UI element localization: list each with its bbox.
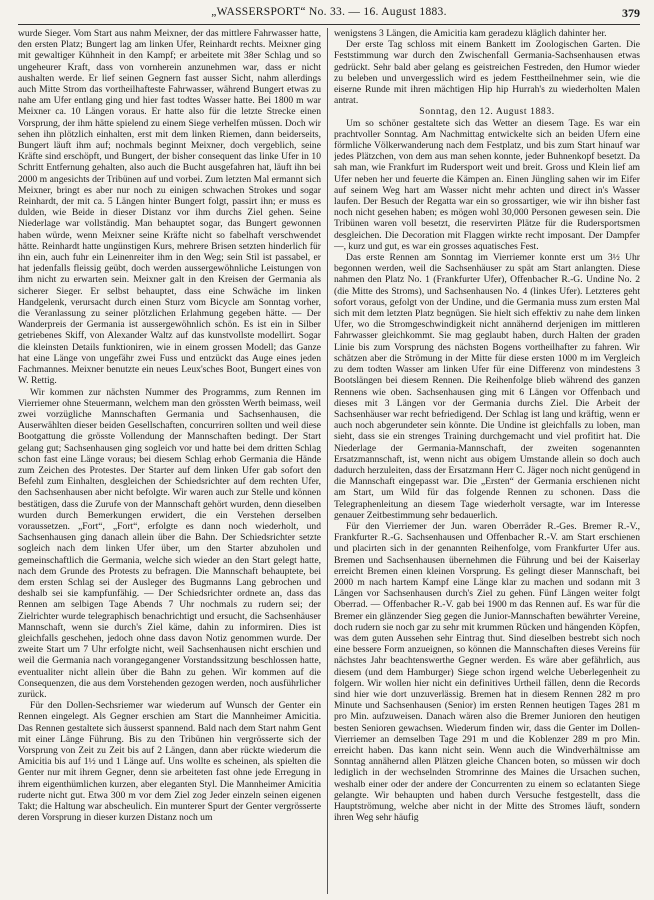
- paragraph: Das erste Rennen am Sonntag im Vierriemer konnte erst um 3½ Uhr begonnen werden, weil die Sachsenhäuser zu spät am Start anlangten. Diese nahmen den Platz No. 1 (Frankfurter Ufer), Offenbacher R.-G. Undine No. 2 (die Mitte des Stroms), und Sachsenhausen No. 4 (linkes Ufer). Letzteres geht sofort voraus, gefolgt von der Undine, und die Germania muss zum ersten Mal sich mit dem letzten Platz begnügen. Sie hielt sich effektiv zu nahe dem linken Ufer, wo die Stromgeschwindigkeit nicht annähernd derjenigen im mittleren Fahrwasser gleichkommt. Sie mag geglaubt haben, durch Halten der graden Linie bis zum Vorsprung des nächsten Bogens vortheilhafter zu fahren. Wir schätzen aber die Strömung in der Mitte für diese ersten 1000 m im Vergleich zu dem todten Wasser am linken Ufer für eine Differenz von mindestens 3 Bootslängen bei diesem Rennen. Die Reihenfolge blieb während des ganzen Rennens wie oben. Sachsenhausen ging mit 6 Längen vor Offenbach und dieses mit 3 Längen vor der Germania durchs Ziel. Die Arbeit der Sachsenhäuser war recht befriedigend. Der Schlag ist lang und kräftig, wenn er auch noch abgerundeter sein könnte. Die Undine ist gleichfalls zu loben, man sieht, dass sie ein strenges Training durchgemacht und viel profitirt hat. Die Niederlage der Germania-Mannschaft, der zweiten sogenannten Ersatzmannschaft, ist, wenn nicht aus obigem Umstande allein so doch auch dadurch herzuleiten, dass der Ersatzmann Herr C. Jäger noch nicht genügend in die Mannschaft eingepasst war. Die „Ersten“ der Germania erschienen nicht am Start, um Wild für das folgende Rennen zu schonen. Dass die Telegraphenleitung an diesem Tage wiederholt versagte, war im Interesse genauer Zeitbestimmung sehr bedauerlich.: [334, 252, 640, 521]
- section-date-heading: Sonntag, den 12. August 1883.: [419, 106, 555, 118]
- page-header: [18, 6, 640, 24]
- paragraph: wenigstens 3 Längen, die Amicitia kam geradezu kläglich dahinter her.: [334, 28, 607, 39]
- page-number: 379: [622, 6, 640, 20]
- paragraph: Um so schöner gestaltete sich das Wetter an diesem Tage. Es war ein prachtvoller Sonntag. Am Nachmittag entwickelte sich an beiden Ufern eine förmliche Völkerwanderung nach dem Festplatz, und bis zum Start hinauf war jedes Plätzchen, von dem aus man sehen konnte, jeder Buhnenkopf besetzt. Da sah man, wie Frankfurt im Rudersport weit und breit. Gross und Klein lief am Ufer neben her und feuerte die Kämpen an. Einen Jüngling sahen wir im Eifer auf seinem Weg hart am Wasser nicht mehr achten und direct in's Wasser laufen. Der Besuch der Regatta war ein so grossartiger, wie wir ihn bisher fast noch nicht gesehen haben; es mögen wohl 30,000 Personen gewesen sein. Die Tribünen waren voll besetzt, die reservirten Plätze für die Rudersportsmen desgleichen. Die Decoration mit Flaggen wirkte recht imposant. Der Dampfer —, kurz und gut, es war ein grosses aquatisches Fest.: [334, 117, 640, 252]
- paragraph: Für den Vierriemer der Jun. waren Oberräder R.-Ges. Bremer R.-V., Frankfurter R.-G. Sachsenhausen und Offenbacher R.-V. am Start erschienen und placirten sich in der genannten Reihenfolge, vom Frankfurter Ufer aus. Bremen und Sachsenhausen übernehmen die Führung und bei der Kaiserlay erreicht Bremen einen kleinen Vorsprung. Es gelingt dieser Mannschaft, bei 2000 m nach hartem Kampf eine Länge klar zu machen und sodann mit 3 Längen vor Sachsenhausen durch's Ziel zu gehen. Fünf Längen weiter folgt Oberrad. — Offenbacher R.-V. gab bei 1900 m das Rennen auf. Es war für die Bremer ein glänzender Sieg gegen die Junior-Mannschaften bewährter Vereine, doch rudern sie noch gar zu sehr mit krummen Rücken und hängenden Köpfen, was dem guten Aussehen sehr Eintrag thut. Sind dieselben bestrebt sich noch eine bessere Form anzueignen, so können die Mannschaften dieses Vereins für nächstes Jahr beachtenswerthe Gegner werden. Es wäre aber gefährlich, aus diesem (und dem Hamburger) Siege schon irgend welche Ueberlegenheit zu folgern. Wir wollen hier nicht ein definitives Urtheil fällen, denn die Records sind hier wie dort unzuverlässig. Bremen hat in diesem Rennen 282 m pro Minute und Sachsenhausen (Senior) im ersten Rennen heutigen Tages 281 m pro Min. aufzuweisen. Danach wären also die Bremer Junioren den heutigen besten Senioren gewachsen. Wiederum finden wir, dass die Genter im Dollen-Vierriemer an demselben Tage 291 m und die Koblenzer 289 m pro Min. erreicht haben. Das kann nicht sein. Wenn auch die Windverhältnisse am Sonntag annähernd allen Plätzen gleiche Chancen boten, so müssen wir doch lediglich in der wechselnden Stromrinne des Maines die Ursachen suchen, weshalb einer oder der andere der Concurrenten zu einem so eclatanten Siege gelangte. Wir behaupten und haben durch Versuche festgestellt, dass die Hauptströmung, welche aber nicht in der Mitte des Stromes läuft, sondern ihren Weg sehr häufig: [334, 520, 640, 824]
- paragraph: Für den Dollen-Sechsriemer war wiederum auf Wunsch der Genter ein Rennen eingelegt. Als Gegner erschien am Start die Mannheimer Amicitia. Das Rennen gestaltete sich äusserst spannend. Bald nach dem Start nahm Gent mit einer Länge Führung. Bis zu den Tribünen hin vergrösserte sich der Vorsprung von Zeit zu Zeit bis auf 2 Längen, dann aber rückte wiederum die Amicitia bis auf 1½ und 1 Länge auf. Uns wollte es scheinen, als spielten die Genter nur mit ihrem Gegner, denn sie arbeiteten fast ohne jede Erregung in ihrem eigenthümlichen kurzen, aber eleganten Styl. Die Mannheimer Amicitia ruderte nicht gut. Etwa 300 m vor dem Ziel zog Jeder einzeln seinen eigenen Takt; die Haltung war abscheulich. Ein munterer Spurt der Genter vergrösserte deren Vorsprung in dieser kurzen Distanz noch um: [18, 700, 321, 824]
- journal-title: „WASSERSPORT“ No. 33. — 16. August 1883.: [211, 6, 447, 18]
- paragraph: wurde Sieger. Vom Start aus nahm Meixner, der das mittlere Fahrwasser hatte, den ersten Platz; Bungert lag am linken Ufer, Reinhardt rechts. Meixner ging mit gewaltiger Kühnheit in den Kampf; er arbeitete mit 38er Schlag und so ungeheurer Kraft, dass von vornherein anzunehmen war, dass er nicht aushalten werde. Er lief seinen Gegnern fast ausser Sicht, nahm allerdings auch Mitte Strom das vortheilhafteste Fahrwasser, während Bungert etwas zu nahe am Ufer entlang ging und hier fast todtes Wasser hatte. Bei 1800 m war Meixner ca. 10 Längen voraus. Er hatte also für die letzte Strecke einen Vorsprung, der ihm hätte spielend zu einem Siege verhelfen müssen. Doch wir sehen ihn plötzlich einhalten, erst mit dem linken Riemen, dann beiderseits, Bungert läuft ihm auf; nochmals beginnt Meixner, doch vergeblich, seine Kräfte sind erschöpft, und Bungert, der bisher consequent das linke Ufer in 10 Schritt Entfernung gehalten, also auch die Bucht ausgefahren hat, läuft ihn bei 2000 m angesichts der Tribünen auf und vorbei. Zum letzten Mal ermannt sich Meixner, bringt es aber nur noch zu einigen schwachen Strokes und sogar Reinhardt, der mit ca. 5 Längen hinter Bungert folgt, passirt ihn; er muss es dulden, wie Beide in dieser Distanz vor ihm durchs Ziel gehen. Seine Niederlage war vollständig. Man behauptet sogar, das Bungert gewonnen haben würde, wenn Meixner seine Kräfte nicht so fabelhaft verschwendet hätte. Reinhardt hatte ungünstigen Kurs, mehrere Brisen setzten hinderlich für ihn ein, auch fuhr ein Leinenreiter ihm in den Weg; sein Stil ist passabel, er hat jedenfalls fleissig geübt, doch werden aussergewöhnliche Leistungen von ihm nicht zu erwarten sein. Meixner galt in den Kreisen der Germania als sicherer Sieger. Er selbst behauptet, dass eine Schwäche im linken Handgelenk, verursacht durch einen Sturz vom Bicycle am Sonntag vorher, die Veranlassung zu seiner plötzlichen Erlahmung gegeben hätte. — Der Wanderpreis der Germania ist aussergewöhnlich schön. Es ist ein in Silber getriebenes Skiff, von Alexander Waltz auf das kunstvollste modellirt. Sogar die kleinsten Details funktioniren, wie in einem grossen Modell; das Ganze hat eine Länge von ungefähr zwei Fuss und entzückt das Auge eines jeden Fachmannes. Meixner benutzte ein neues Leux'sches Boot, Bungert eines von W. Rettig.: [18, 28, 321, 387]
- paragraph: Der erste Tag schloss mit einem Bankett im Zoologischen Garten. Die Feststimmung war durch den Zwischenfall Germania-Sachsenhausen etwas gedrückt. Sehr bald aber gelang es geistreichen Festreden, den Humor wieder zu beleben und unvergesslich wird es jedem Festtheilnehmer sein, wie die eiserne Runde mit ihren mächtigen Hip hip Hurrah's zu wiederholten Malen antrat.: [334, 39, 640, 107]
- column-divider: [327, 28, 328, 894]
- right-column: [334, 28, 640, 896]
- paragraph: Wir kommen zur nächsten Nummer des Programms, zum Rennen im Vierriemer ohne Steuermann, welchem man den grössten Werth beimass, weil zwei vorzügliche Mannschaften Germania und Sachsenhausen, die Auserwählten dieser beiden Gesellschaften, concurriren sollten und weil diese Bootgattung die grösste Vollendung der Mannschaften bedingt. Der Start gelang gut; Sachsenhausen ging sogleich vor und hatte bei dem dritten Schlag schon fast eine Länge voraus; bei diesem Schlag erhob Germania die Hände zum Zeichen des Protestes. Der Starter auf dem linken Ufer gab sofort den Befehl zum Einhalten, desgleichen der Schiedsrichter auf dem rechten Ufer, den Sachsenhausen aber nicht befolgte. Wir waren auch zur Stelle und können bestätigen, dass die Zurufe von der Mannschaft gehört wurden, denn dieselben wurden durch Bemerkungen erwidert, die ein Verstehen derselben voraussetzen. „Fort“, „Fort“, erfolgte es dann noch wiederholt, und Sachsenhausen ging danach allein über die Bahn. Der Schiedsrichter setzte sogleich nach dem linken Ufer über, um den Starter abzuholen und gemeinschaftlich die Germania, welche sich wieder an den Start gelegt hatte, nach dem Grunde des Protests zu befragen. Die Mannschaft behauptete, bei dem ersten Schlag sei der Ausleger des Bugmanns Lang gebrochen und deshalb sei sie kampfunfähig. — Der Schiedsrichter ordnete an, dass das Rennen am selbigen Tage Abends 7 Uhr nochmals zu rudern sei; der Zielrichter wurde telegraphisch benachrichtigt und ersucht, die Sachsenhäuser Mannschaft, wenn sie durch's Ziel käme, dahin zu informiren. Dies ist gleichfalls geschehen, jedoch ohne dass davon Notiz genommen wurde. Der zweite Start um 7 Uhr erfolgte nicht, weil Sachsenhausen nicht erschien und weil die Germania nach vorangegangener Vorstandssitzung beschlossen hatte, eventualiter nicht allein über die Bahn zu gehen. Wir kommen auf die Consequenzen, die aus dem Vorstehenden gezogen werden, noch ausführlicher zurück.: [18, 386, 321, 700]
- left-column: [18, 28, 321, 896]
- header-rule: [18, 24, 640, 25]
